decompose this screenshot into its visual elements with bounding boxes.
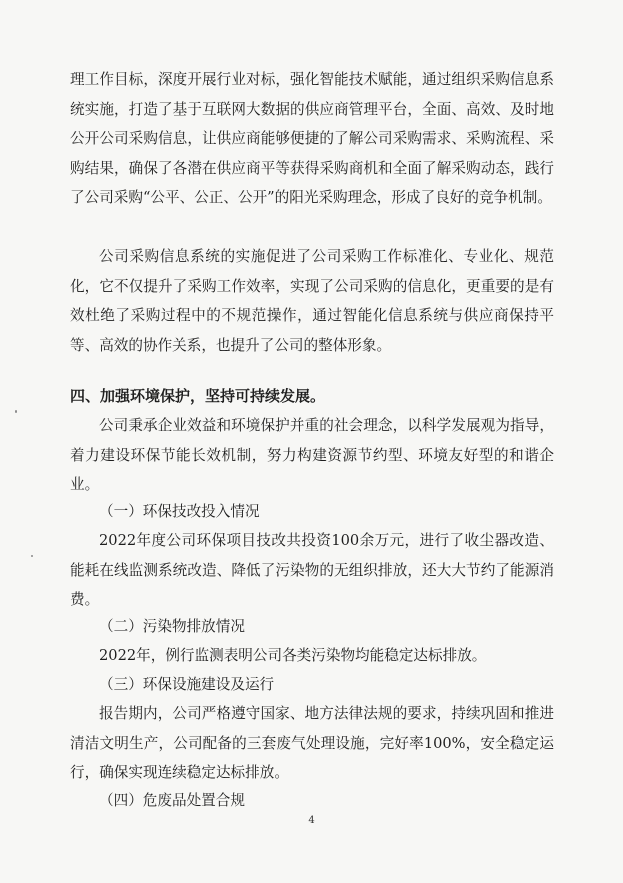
paragraph-procurement-benefits: 公司采购信息系统的实施促进了公司采购工作标准化、专业化、规范化，它不仅提升了采购工作效率，实现了公司采购的信息化，更重要的是有效杜绝了采购过程中的不规范操作，通过智能化信息系统与供应商保持平等、高效的协作关系，也提升了公司的整体形象。 xyxy=(70,248,554,354)
subheading-facility-operation: （三）环保设施建设及运行 xyxy=(99,676,275,693)
paragraph-facility-operation: 报告期内，公司严格遵守国家、地方法律法规的要求，持续巩固和推进清洁文明生产，公司配备的三套废气处理设施，完好率100%，安全稳定运行，确保实现连续稳定达标排放。 xyxy=(70,705,554,781)
paragraph-environment-philosophy: 公司秉承企业效益和环境保护并重的社会理念，以科学发展观为指导，着力建设环保节能长效机制，努力构建资源节约型、环境友好型的和谐企业。 xyxy=(70,417,554,493)
page-number: 4 xyxy=(308,815,315,826)
paragraph-pollutant-emission: 2022年，例行监测表明公司各类污染物均能稳定达标排放。 xyxy=(99,647,487,664)
subheading-hazardous-waste: （四）危废品处置合规 xyxy=(99,792,245,809)
subheading-tech-investment: （一）环保技改投入情况 xyxy=(99,503,260,520)
scan-speck xyxy=(31,555,33,557)
section-heading-environment: 四、加强环境保护，坚持可持续发展。 xyxy=(70,387,326,405)
subheading-pollutant-emission: （二）污染物排放情况 xyxy=(99,618,245,635)
paragraph-procurement-system: 理工作目标，深度开展行业对标，强化智能技术赋能，通过组织采购信息系统实施，打造了基于互联网大数据的供应商管理平台，全面、高效、及时地公开公司采购信息，让供应商能够便捷的了解公司采购需求、采购流程、采购结果，确保了各潜在供应商平等获得采购商机和全面了解采购动态，践行了公司采购“公平、公正、公开”的阳光采购理念，形成了良好的竞争机制。 xyxy=(70,71,554,206)
scan-speck xyxy=(15,410,17,413)
paragraph-tech-investment: 2022年度公司环保项目技改共投资100余万元，进行了收尘器改造、能耗在线监测系统改造、降低了污染物的无组织排放，还大大节约了能源消费。 xyxy=(70,532,554,608)
